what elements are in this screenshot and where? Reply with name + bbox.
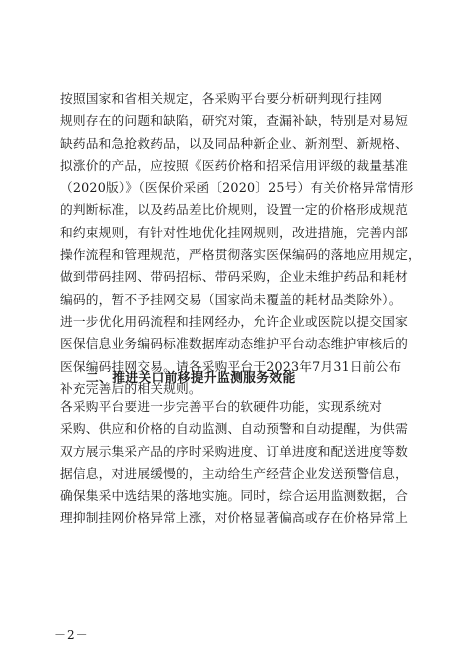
text-line: 理抑制挂网价格异常上涨，对价格显著偏高或存在价格异常上 <box>60 510 408 526</box>
page-number: －2－ <box>54 628 89 642</box>
text-line: 的判断标准，以及药品差比价规则，设置一定的价格形成规范 <box>60 202 408 218</box>
text-line: （2020版）》（医保价采函〔2020〕25号）有关价格异常情形 <box>60 180 414 196</box>
section-2-heading: 二、推进关口前移提升监测服务效能 <box>86 371 296 386</box>
text-line: 编码的，暂不予挂网交易（国家尚未覆盖的耗材品类除外）。 <box>60 291 402 307</box>
text-line: 进一步优化用码流程和挂网经办，允许企业或医院以提交国家 <box>60 313 408 329</box>
text-line: 据信息，对进展缓慢的，主动给生产经营企业发送预警信息， <box>60 465 408 481</box>
text-line: 采购、供应和价格的自动监测、自动预警和自动提醒，为供需 <box>60 421 408 437</box>
text-line: 医保编码挂网交易。请各采购平台于2023年7月31日前公布 <box>60 358 402 374</box>
text-line: 按照国家和省相关规定，各采购平台要分析研判现行挂网 <box>60 91 383 106</box>
text-line: 拟涨价的产品，应按照《医药价格和招采信用评级的裁量基准 <box>60 157 408 173</box>
section-2-paragraph <box>60 396 416 530</box>
text-line: 缺药品和急抢救药品，以及同品种新企业、新剂型、新规格、 <box>60 135 408 151</box>
text-line: 做到带码挂网、带码招标、带码采购，企业未维护药品和耗材 <box>60 269 408 285</box>
section-1-paragraph <box>60 88 421 400</box>
text-line: 各采购平台要进一步完善平台的软硬件功能，实现系统对 <box>60 399 383 414</box>
text-line: 操作流程和管理规范，严格贯彻落实医保编码的落地应用规定， <box>60 247 421 263</box>
text-line: 补充完善后的相关规则。 <box>60 380 202 396</box>
text-line: 医保信息业务编码标准数据库动态维护平台动态维护审核后的 <box>60 336 408 352</box>
text-line: 规则存在的问题和缺陷，研究对策，查漏补缺，特别是对易短 <box>60 113 408 129</box>
text-line: 双方展示集采产品的序时采购进度、订单进度和配送进度等数 <box>60 443 408 459</box>
text-line: 确保集采中选结果的落地实施。同时，综合运用监测数据，合 <box>60 488 408 504</box>
text-line: 和约束规则，有针对性地优化挂网规则，改进措施，完善内部 <box>60 224 408 240</box>
